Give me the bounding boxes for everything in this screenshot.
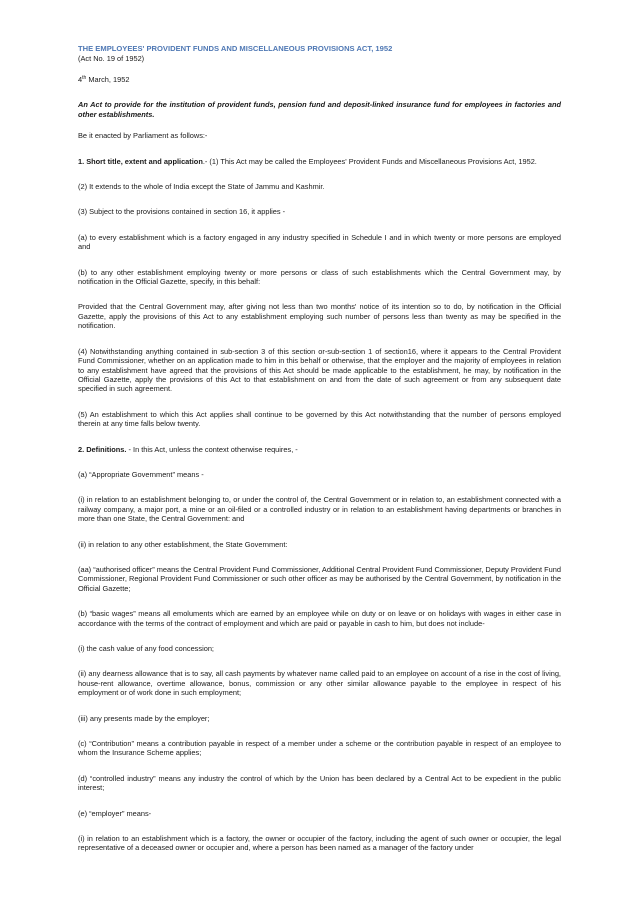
paragraph: (i) in relation to an establishment which is a factory, the owner or occupier of the factory, including the agent of such owner or occupier, the legal representative of a deceased owner or occupier and, where a person has been named as a manager of the factory under	[78, 834, 561, 853]
paragraph: (iii) any presents made by the employer;	[78, 713, 210, 723]
paragraph: (ii) in relation to any other establishment, the State Government:	[78, 539, 288, 549]
date-rest: March, 1952	[86, 75, 130, 84]
section-2	[78, 445, 561, 454]
paragraph: (5) An establishment to which this Act applies shall continue to be governed by this Act notwithstanding that the number of persons employed therein at any time falls below twenty.	[78, 409, 561, 429]
paragraph: (ii) any dearness allowance that is to say, all cash payments by whatever name called paid to an employee on account of a rise in the cost of living, house-rent allowance, overtime allowance, bonus, commission or any other similar allowance payable to the employee in respect of his employment or of work done in such employment;	[78, 669, 561, 698]
date-day: 4	[78, 75, 83, 84]
act-date	[78, 75, 561, 84]
paragraph: (4) Notwithstanding anything contained in sub-section 3 of this section or-sub-section 1 of section16, where it appears to the Central Provident Fund Commissioner, whether on an application made to him in this behalf or otherwise, that the employer and the majority of employees in relation to any establishment have agreed that the provisions of this Act should be made applicable to the establishment, he may, by notification in the Official Gazette, apply the provisions of this Act to that establishment on and from the date of such agreement or from any subsequent date specified in such agreement.	[78, 346, 561, 394]
section-1-heading: 1. Short title, extent and application	[78, 156, 203, 166]
paragraph: (e) “employer” means-	[78, 808, 152, 818]
paragraph: (2) It extends to the whole of India except the State of Jammu and Kashmir.	[78, 182, 325, 192]
date-suffix: th	[82, 75, 87, 81]
enacting-clause: Be it enacted by Parliament as follows:-	[78, 131, 208, 141]
long-title: An Act to provide for the institution of provident funds, pension fund and deposit-linked insurance fund for employees in factories and other establishments.	[78, 100, 561, 119]
paragraph: (d) “controlled industry” means any industry the control of which by the Union has been declared by a Central Act to be expedient in the public interest;	[78, 773, 561, 793]
document-page	[78, 44, 561, 869]
act-title: THE EMPLOYEES' PROVIDENT FUNDS AND MISCELLANEOUS PROVISIONS ACT, 1952	[78, 44, 393, 53]
section-2-heading: 2. Definitions.	[78, 444, 127, 454]
paragraph: (c) “Contribution” means a contribution payable in respect of a member under a scheme or the contribution payable in respect of an employee to whom the Insurance Scheme applies;	[78, 739, 561, 758]
paragraph: (aa) “authorised officer” means the Central Provident Fund Commissioner, Additional Central Provident Fund Commissioner, Deputy Provident Fund Commissioner, Regional Provident Fund Commissioner or such other officer as may be authorised by the Central Government, by notification in the Official Gazette;	[78, 564, 561, 593]
section-2-text: - In this Act, unless the context otherwise requires, -	[126, 444, 298, 454]
paragraph: (b) to any other establishment employing twenty or more persons or class of such establishments which the Central Government may, by notification in the Official Gazette, specify, in this behalf:	[78, 267, 561, 287]
paragraph: (a) “Appropriate Government” means -	[78, 469, 204, 479]
paragraph: (i) the cash value of any food concession;	[78, 644, 214, 653]
paragraph: (i) in relation to an establishment belonging to, or under the control of, the Central Government or in relation to, an establishment connected with a railway company, a major port, a mine or an oil-filed or a controlled industry or in relation to an establishment having departments or branches in more than one State, the Central Government: and	[78, 495, 561, 524]
section-1-text: .- (1) This Act may be called the Employees' Provident Funds and Miscellaneous Provisions Act, 1952.	[202, 156, 537, 166]
paragraph: Provided that the Central Government may, after giving not less than two months' notice of its intention so to do, by notification in the Official Gazette, apply the provisions of this Act to any establishment employing such number of persons less than twenty as may be specified in the notification.	[78, 302, 561, 331]
paragraph: (3) Subject to the provisions contained in section 16, it applies -	[78, 207, 286, 217]
paragraph: (a) to every establishment which is a factory engaged in any industry specified in Schedule I and in which twenty or more persons are employed and	[78, 232, 561, 252]
act-number: (Act No. 19 of 1952)	[78, 53, 145, 63]
paragraph: (b) “basic wages” means all emoluments which are earned by an employee while on duty or on leave or on holidays with wages in either case in accordance with the terms of the contract of employment and which are paid or payable in cash to him, but does not include-	[78, 609, 561, 628]
section-1	[78, 157, 561, 166]
